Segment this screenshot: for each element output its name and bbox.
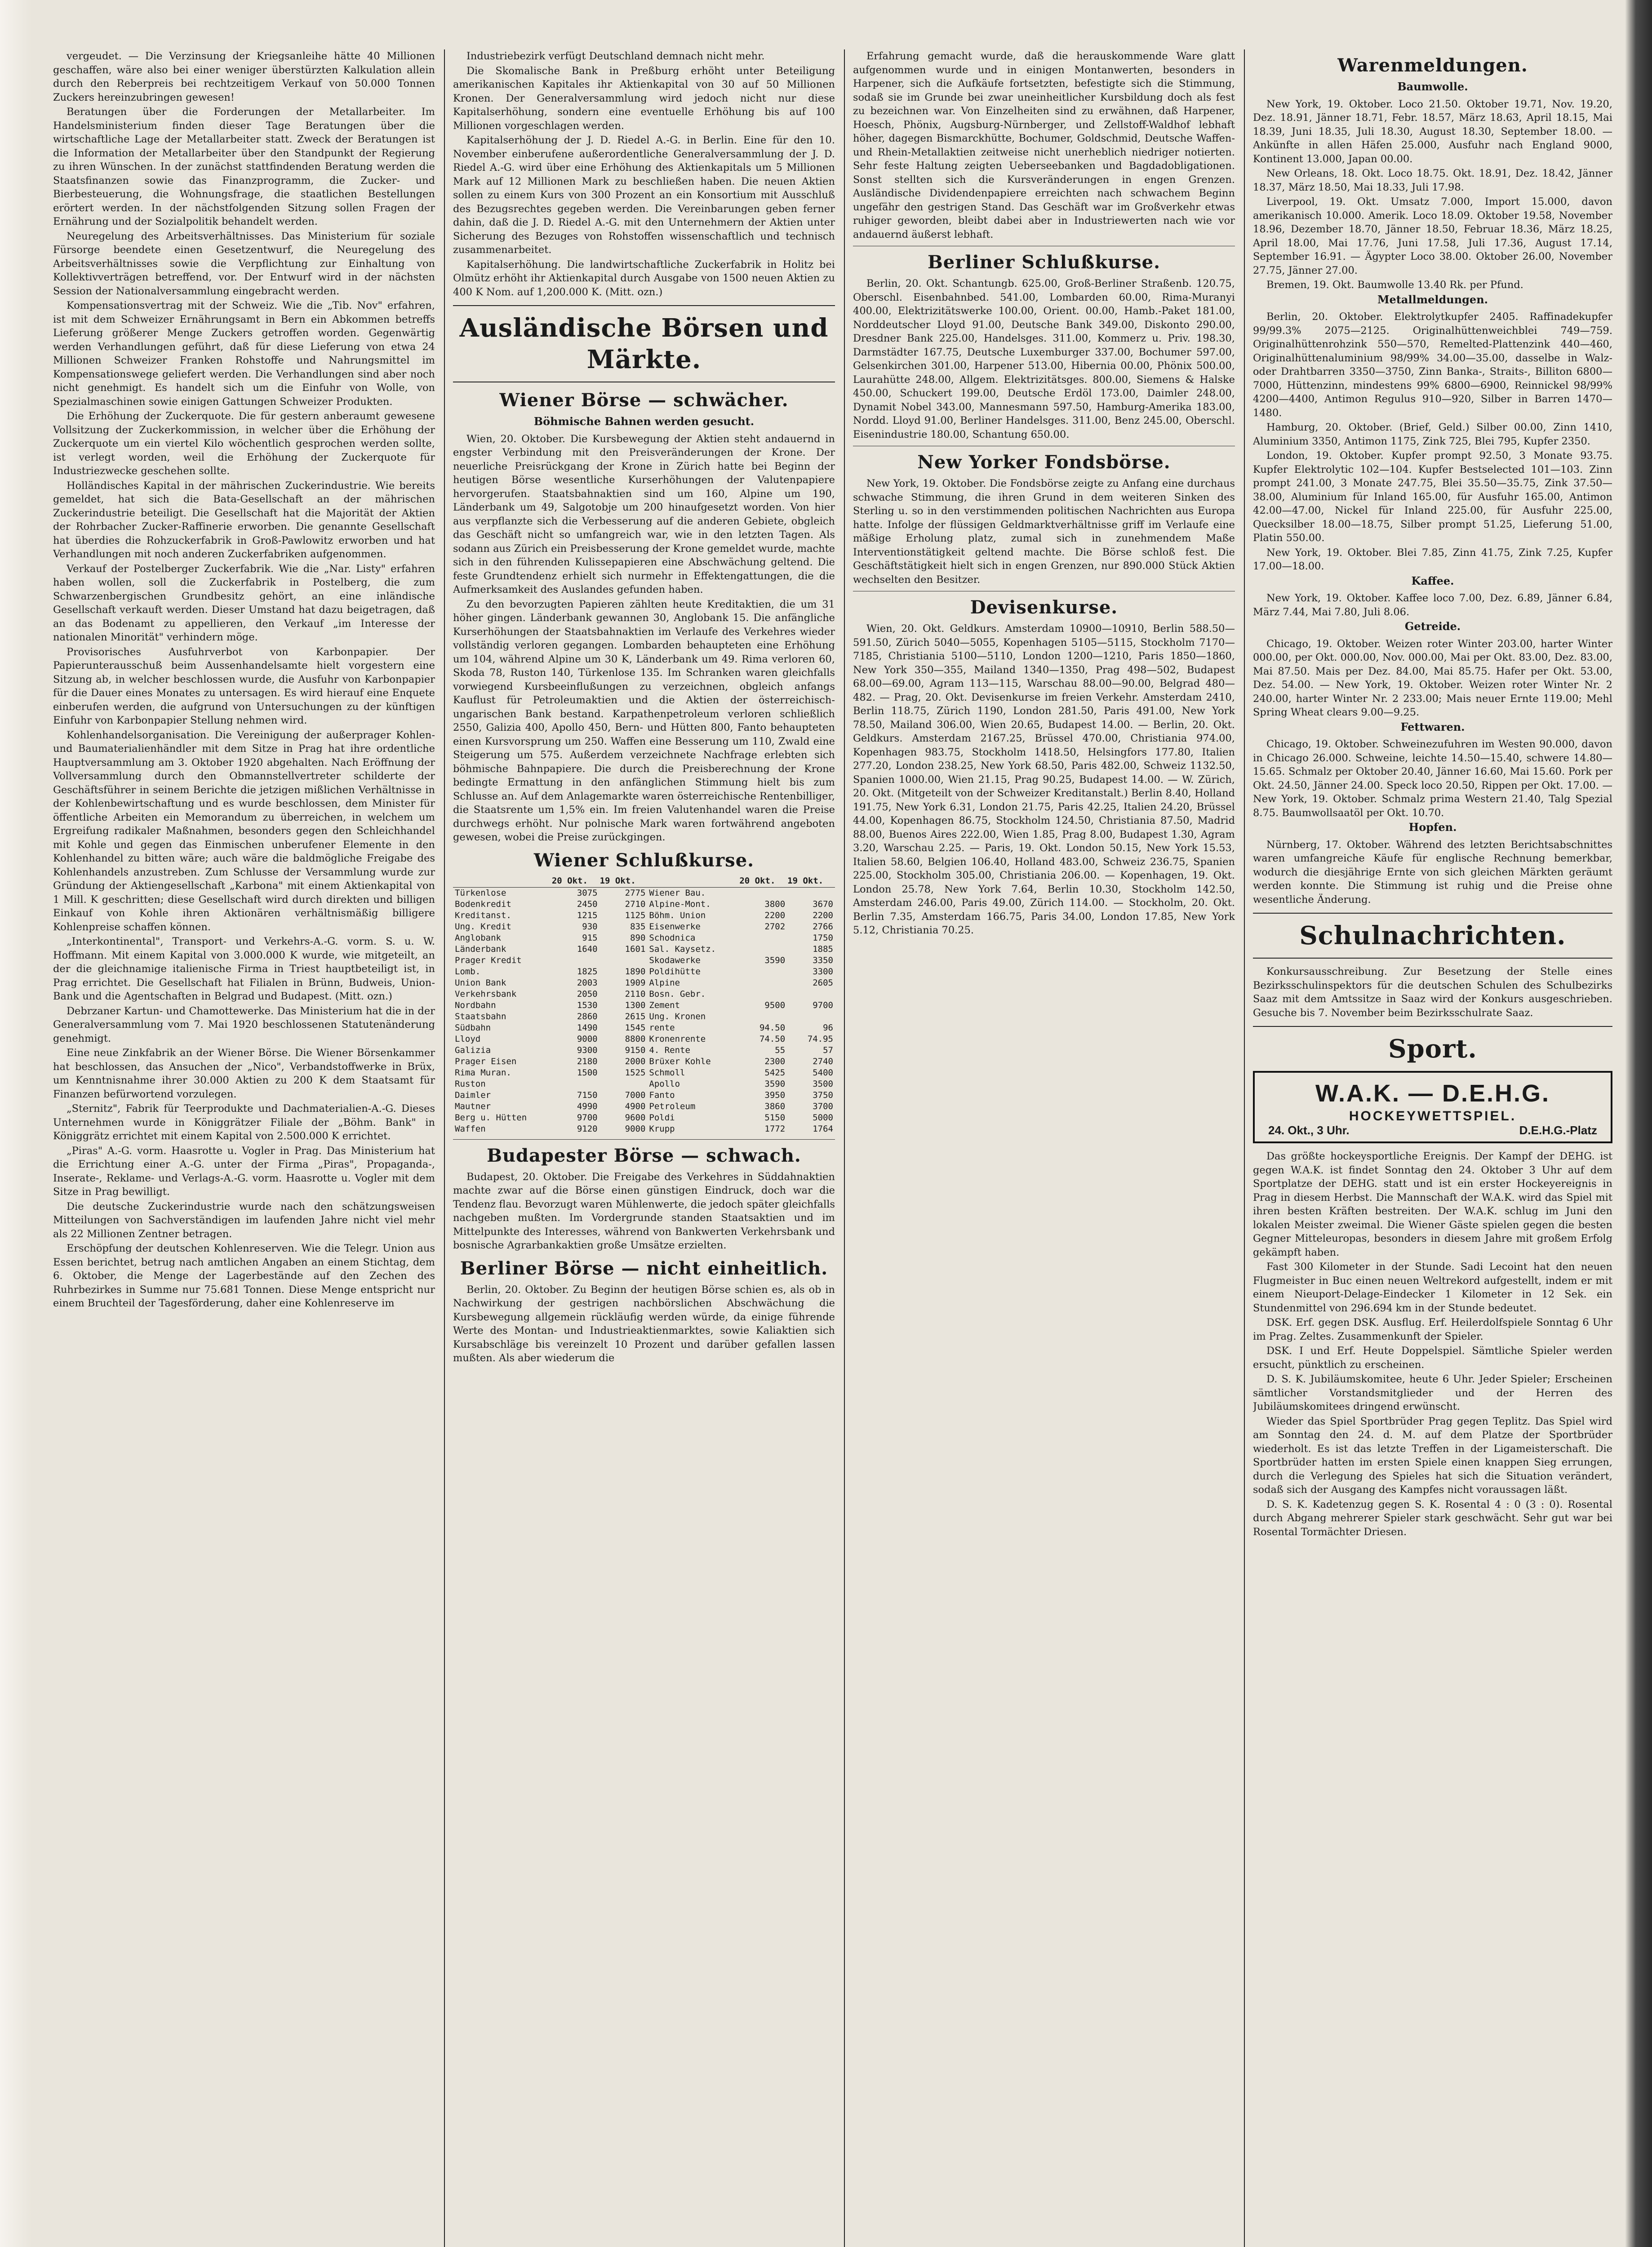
table-cell: Poldi (649, 1112, 675, 1123)
table-row (453, 1022, 835, 1034)
table-cell: 2200 (764, 910, 786, 920)
table-cell: 9700 (577, 1112, 598, 1123)
table-cell: 3590 (764, 1079, 786, 1089)
table-cell: 7000 (625, 1090, 646, 1100)
schulnachrichten-heading: Schulnachrichten. (1299, 921, 1566, 950)
column-2 (453, 49, 835, 2247)
table-cell: 3860 (764, 1101, 786, 1111)
market-report: Liverpool, 19. Okt. Umsatz 7.000, Import 15.000, davon amerikanisch 10.000. Amerik. Loco 18.09. Oktober 19.58, November 18.96, Dezember 18.70, Jänner 18.50, Februar 18.36, März 18.25, April 18.00, Mai 17.76, Juni 17.58, Juli 17.36, August 17.14, September 16.91. — Ägypter Loco 38.00. Oktober 26.00, November 27.75, Jänner 27.00. (1253, 196, 1612, 276)
news-paragraph: Provisorisches Ausfuhrverbot von Karbonpapier. Der Papierunterausschuß beim Aussenhandelsamte hielt vorgestern eine Sitzung ab, in welcher beschlossen wurde, die Ausfuhr von Karbonpapier für die Dauer eines Monates zu untersagen. Es wird hierauf eine Enquete einberufen werden, die aufgrund von Untersuchungen zu der künftigen Einfuhr von Karbonpapier Stellung nehmen wird. (53, 646, 435, 726)
table-cell: Verkehrsbank (455, 989, 517, 999)
table-cell: Anglobank (455, 933, 501, 943)
table-row (453, 944, 835, 955)
table-cell: Böhm. Union (649, 910, 706, 920)
news-paragraph: Industriebezirk verfügt Deutschland demnach nicht mehr. (466, 50, 765, 62)
news-paragraph: Erfahrung gemacht wurde, daß die herauskommende Ware glatt aufgenommen wurde und in einigen Montanwerten, besonders in Harpener, sich die Aufkäufe fortsetzten, befestigte sich die Stimmung, sodaß sie im Grunde bei zwar uneinheitlicher Kursbildung doch als fest zu bezeichnen war. Von Einzelheiten sind zu erwähnen, daß Harpener, Hoesch, Phönix, Augsburg-Nürnberger, und Zellstoff-Waldhof lebhaft höher, dagegen Bismarckhütte, Bochumer, Goldschmid, Deutsche Waffen- und Rhein-Metallaktien zeitweise nicht unerheblich niedriger notierten. Sehr feste Haltung zeigten Ueberseebanken und Bagdadobligationen. Sonst stellten sich die Kursveränderungen in engen Grenzen. Ausländische Dividendenpapiere erreichten nach schwachem Beginn ungefähr den gestrigen Stand. Das Geschäft war im Großverkehr etwas ruhiger geworden, bleibt dabei aber in Industriewerten nach wie vor andauernd äußerst lebhaft. (853, 50, 1235, 240)
table-cell: 9600 (625, 1112, 646, 1123)
table-cell: Brüxer Kohle (649, 1056, 711, 1066)
table-cell: Fanto (649, 1090, 675, 1100)
kaffee-subheading: Kaffee. (1411, 574, 1454, 587)
table-cell: 55 (775, 1045, 786, 1055)
table-cell: Ung. Kredit (455, 921, 511, 932)
wiener-boerse-report (453, 432, 835, 844)
table-row (453, 966, 835, 977)
table-cell: 3500 (813, 1079, 833, 1089)
table-cell (600, 955, 648, 966)
table-cell: Zement (649, 1000, 680, 1010)
table-cell: Kreditanst. (455, 910, 511, 920)
table-cell: 890 (630, 933, 646, 943)
table-cell: 2775 (625, 888, 646, 898)
table-cell: 2300 (764, 1056, 786, 1066)
table-row (453, 1079, 835, 1090)
hockey-event-label: HOCKEYWETTSPIEL. (1349, 1109, 1517, 1124)
table-cell: 9150 (625, 1045, 646, 1055)
table-cell: Lloyd (455, 1034, 481, 1044)
table-cell: 2740 (813, 1056, 833, 1066)
table-cell: 1750 (813, 933, 833, 943)
table-cell: 1909 (625, 977, 646, 988)
table-cell: Eisenwerke (649, 921, 701, 932)
table-cell (787, 989, 835, 1000)
column-4 (1253, 49, 1612, 2247)
market-report: Hamburg, 20. Oktober. (Brief, Geld.) Silber 00.00, Zinn 1410, Aluminium 3350, Antimon 1175, Zink 725, Blei 795, Kupfer 2350. (1253, 422, 1612, 447)
sport-paragraph: D. S. K. Kadetenzug gegen S. K. Rosental 4 : 0 (3 : 0). Rosental durch Abgang mehrerer Spieler stark geschwächt. Sehr gut war bei Rosental Tormächter Driesen. (1253, 1498, 1612, 1538)
news-paragraph: Zu den bevorzugten Papieren zählten heute Kreditaktien, die um 31 höher gingen. Länderbank gewannen 30, Anglobank 15. Die anfängliche Kurserhöhungen der Staatsbahnaktien im Verlaufe des Verkehres wieder vollständig verloren gegangen. Lombarden behaupteten eine Erhöhung um 104, während Alpine um 30 K, Länderbank um 49. Rima verloren 60, Skoda 78, Ruston 140, Türkenlose 135. Im Schranken waren gleichfalls vorwiegend Kursbeeinflußungen zu verzeichnen, obgleich anfangs Kauflust für Petroleumaktien und die Aktien der österreichisch-ungarischen Bank bestand. Karpathenpetroleum verloren schließlich 2550, Galizia 400, Apollo 450, Bern- und Hütten 800, Fanto behaupteten einen Kursvorsprung um 250. Waffen eine Besserung um 110, Zwald eine Steigerung um 575. Außerdem verzeichnete Nachfrage erlebten sich böhmische Bahnpapiere. Die durch die Preisberechnung der Krone bedingte Ermattung in den anfänglichen Stimmung hielt bis zum Schlusse an. Auf dem Anlagemarkte waren österreichische Rentenbilliger, die Staatsrente um 1,5% ein. Im freien Valutenhandel waren die Preise durchwegs erhöht. Nur polnische Mark waren fortwährend angeboten gewesen, wobei die Preise zurückgingen. (453, 598, 835, 843)
market-report: New York, 19. Oktober. Loco 21.50. Oktober 19.71, Nov. 19.20, Dez. 18.91, Jänner 18.71, Febr. 18.57, März 18.63, April 18.15, Mai 18.39, Juni 18.35, Juli 18.30, August 18.30, September 18.00. — Ankünfte in allen Häfen 25.000, Ausfuhr nach England 9000, Kontinent 13.000, Japan 00.00. (1253, 98, 1612, 165)
hockey-match-announcement (1253, 1071, 1612, 1143)
table-cell: Prager Eisen (455, 1056, 517, 1066)
table-cell: 9500 (764, 1000, 786, 1010)
page-binding-shadow (1625, 0, 1652, 2247)
budapester-boerse-heading: Budapester Börse — schwach. (487, 1145, 801, 1166)
table-cell: Union Bank (455, 977, 506, 988)
table-cell (739, 933, 787, 944)
table-header: 19 Okt. (787, 875, 835, 888)
table-cell: 1545 (625, 1022, 646, 1033)
table-row (453, 1101, 835, 1112)
column-divider (1244, 49, 1245, 2247)
table-cell: Kronenrente (649, 1034, 706, 1044)
section-title-auslaendische-boersen: Ausländische Börsen und Märkte. (459, 313, 829, 374)
table-cell: 9700 (813, 1000, 833, 1010)
table-cell: 1490 (577, 1022, 598, 1033)
table-cell: Berg u. Hütten (455, 1112, 527, 1123)
wiener-schlusskurse-table (453, 875, 835, 1135)
table-cell: 2702 (764, 921, 786, 932)
news-paragraph: Erschöpfung der deutschen Kohlenreserven. Wie die Telegr. Union aus Essen berichtet, betrug nach amtlichen Angaben an einem Stichtag, dem 6. Oktober, die Menge der Lagerbestände auf den Zechen des Ruhrbezirkes in Summe nur 75.681 Tonnen. Diese Menge entspricht nur einem Bruchteil der Tagesförderung, daher eine Kohlenreserve im (53, 1243, 435, 1309)
table-cell: 1890 (625, 966, 646, 977)
table-cell: 3350 (813, 955, 833, 965)
sport-paragraph: Wieder das Spiel Sportbrüder Prag gegen Teplitz. Das Spiel wird am Sonntag den 24. d. M. auf dem Platze der Sportbrüder wiederholt. Es ist das letzte Treffen in der Ligameisterschaft. Die Sportbrüder hatten im ersten Spiele einen knappen Sieg errungen, durch die Verlegung des Spieles hat sich die Situation verändert, sodaß sich der Ausgang des Kampfes nicht voraussagen läßt. (1253, 1415, 1612, 1496)
table-cell: 1772 (764, 1124, 786, 1134)
table-row (453, 1000, 835, 1011)
column-3 (853, 49, 1235, 2237)
news-paragraph: „Sternitz", Fabrik für Teerprodukte und Dachmaterialien-A.-G. Dieses Unternehmen wurde in Königgrätzer Filiale der „Böhm. Bank" in Königgrätz errichtet mit einem Kapital von 2.500.000 K errichtet. (53, 1103, 435, 1142)
news-paragraph: Eine neue Zinkfabrik an der Wiener Börse. Die Wiener Börsenkammer hat beschlossen, das Ansuchen der „Nico", Verbandstoffwerke in Brüx, um Kenntnisnahme ihrer 30.000 Aktien zu 200 K dem Staatsamt für Finanzen befürwortend vorzulegen. (53, 1047, 435, 1100)
table-cell: 5150 (764, 1112, 786, 1123)
table-header (647, 875, 739, 888)
table-cell: Ung. Kronen (649, 1011, 706, 1021)
table-cell: 9120 (577, 1124, 598, 1134)
sport-heading: Sport. (1388, 1034, 1477, 1064)
metallmeldungen-subheading: Metallmeldungen. (1377, 293, 1488, 306)
budapester-boerse-report: Budapest, 20. Oktober. Die Freigabe des Verkehres in Süddahnaktien machte zwar auf die Börse einen günstigen Eindruck, doch war die Tendenz flau. Bevorzugt waren Mühlenwerte, die jedoch später gleichfalls nachgeben mußten. Im Vordergrunde standen Staatsaktien und im Mittelpunkte des Interesses, während von Bankwerten Verkehrsbank und bosnische Agrarbankaktien große Umsätze erzielten. (453, 1171, 835, 1251)
table-cell: 4. Rente (649, 1045, 690, 1055)
table-cell: 2766 (813, 921, 833, 932)
table-cell: 1125 (625, 910, 646, 920)
table-cell: 2450 (577, 899, 598, 909)
hopfen-subheading: Hopfen. (1408, 821, 1457, 834)
table-cell: 9000 (577, 1034, 598, 1044)
table-cell: 3750 (813, 1090, 833, 1100)
sport-paragraph: DSK. Erf. gegen DSK. Ausflug. Erf. Heilerdolfspiele Sonntag 6 Uhr im Prag. Zeltes. Zusammenkunft der Spieler. (1253, 1317, 1612, 1342)
table-row (453, 1124, 835, 1135)
table-cell: 2050 (577, 989, 598, 999)
sport-paragraph: DSK. I und Erf. Heute Doppelspiel. Sämtliche Spieler werden ersucht, pünktlich zu erscheinen. (1253, 1345, 1612, 1371)
table-header: 19 Okt. (600, 875, 648, 888)
table-cell: Mautner (455, 1101, 491, 1111)
table-cell: Waffen (455, 1124, 486, 1134)
table-cell: 5425 (764, 1067, 786, 1078)
news-paragraph: Wien, 20. Oktober. Die Kursbewegung der Aktien steht andauernd in engster Verbindung mit den Preisveränderungen der Krone. Der neuerliche Preisrückgang der Krone in Zürich hatte bei Beginn der heutigen Börse wesentliche Kurserhöhungen der Valutenpapiere hervorgerufen. Staatsbahnaktien sind um 160, Alpine um 190, Länderbank um 49, Salgotobje um 200 hinaufgesetzt worden. Von hier aus verpflanzte sich die Verbesserung auf die anderen Gebiete, obgleich das Geschäft nicht so umfangreich war, wie in den letzten Tagen. Als sodann aus Zürich ein Preisbesserung der Krone gemeldet wurde, machte sich in den führenden Kulissepapieren eine Abschwächung geltend. Die feste Grundtendenz erhielt sich nurmehr in Effektengattungen, die die Aufmerksamkeit des Auslandes gefunden haben. (453, 433, 835, 595)
table-cell: 96 (823, 1022, 833, 1033)
table-cell: 1640 (577, 944, 598, 954)
table-header: 20 Okt. (551, 875, 600, 888)
warenmeldungen-heading: Warenmeldungen. (1337, 55, 1528, 76)
news-paragraph: Neuregelung des Arbeitsverhältnisses. Das Ministerium für soziale Fürsorge beendete einen Gesetzentwurf, die Neuregelung des Arbeitsverhältnisses sowie die Verpflichtung zur Einhaltung von Kollektivverträgen betreffend, vor. Der Entwurf wird in der nächsten Session der Nationalversammlung eingebracht werden. (53, 230, 435, 297)
hockey-place: D.E.H.G.-Platz (1519, 1123, 1597, 1137)
fettwaren-text: Chicago, 19. Oktober. Schweinezufuhren im Westen 90.000, davon in Chicago 26.000. Schweine, leichte 14.50—15.40, schwere 14.80—15.65. Schmalz per Oktober 20.40, Jänner 16.60, Mai 15.60. Pork per Okt. 24.50, Jänner 24.00. Speck loco 20.50, Rippen per Okt. 17.00. — New York, 19. Oktober. Schmalz prima Western 21.40, Talg Spezial 8.75. Baumwollsaatöl per Okt. 10.70. (1253, 738, 1612, 819)
table-cell: 2180 (577, 1056, 598, 1066)
news-paragraph: „Interkontinental", Transport- und Verkehrs-A.-G. vorm. S. u. W. Hoffmann. Mit einem Kapital von 3.000.000 K wurde, wie mitgeteilt, an der die gleichnamige italienische Firma in Triest hauptbeteiligt ist, in Prag errichtet. Die Gesellschaft hat Filialen in Brünn, Budweis, Union-Bank und die Agentschaften in Belgrad und Budapest. (Mitt. ozn.) (53, 936, 435, 1002)
hopfen-text: Nürnberg, 17. Oktober. Während des letzten Berichtsabschnittes waren umfangreiche Käufe für englische Rechnung bemerkbar, wodurch die diesjährige Ernte von sich gleichen Märkten geräumt werden konnte. Die Stimmung ist ruhig und die Preise ohne wesentliche Änderung. (1253, 839, 1612, 906)
wiener-schlusskurse-heading: Wiener Schlußkurse. (533, 849, 755, 871)
warenmeldungen-text (1253, 98, 1612, 292)
table-cell: Alpine (649, 977, 680, 988)
table-cell: Südbahn (455, 1022, 491, 1033)
table-cell: Länderbank (455, 944, 506, 954)
table-cell: 5000 (813, 1112, 833, 1123)
table-cell: 9300 (577, 1045, 598, 1055)
table-cell: 2000 (625, 1056, 646, 1066)
table-cell: 1764 (813, 1124, 833, 1134)
table-header: 20 Okt. (739, 875, 787, 888)
table-cell: Skodawerke (649, 955, 701, 965)
table-row (453, 1011, 835, 1022)
table-cell: 1300 (625, 1000, 646, 1010)
news-paragraph: vergeudet. — Die Verzinsung der Kriegsanleihe hätte 40 Millionen geschaffen, wäre also bei einer weniger überstürzten Kalkulation allein durch den Reberpreis bei rechtzeitigem Verkauf von 50.000 Tonnen Zuckers hereinzubringen gewesen! (53, 50, 435, 103)
table-cell: 5400 (813, 1067, 833, 1078)
table-cell: Schodnica (649, 933, 696, 943)
new-yorker-fondsboerse-heading: New Yorker Fondsbörse. (917, 452, 1171, 473)
berliner-schlusskurse-heading: Berliner Schlußkurse. (927, 252, 1160, 273)
wiener-boerse-heading: Wiener Börse — schwächer. (499, 390, 789, 411)
market-report: Bremen, 19. Okt. Baumwolle 13.40 Rk. per Pfund. (1266, 279, 1523, 291)
table-cell: 74.50 (759, 1034, 786, 1044)
table-cell: 3075 (577, 888, 598, 898)
news-paragraph: Kohlenhandelsorganisation. Die Vereinigung der außerprager Kohlen- und Baumaterialienhändler mit dem Sitze in Prag hat ihre ordentliche Hauptversammlung am 3. Oktober 1920 abgehalten. Nach Eröffnung der Vollversammlung durch den Obmannstellvertreter schilderte der Geschäftsführer in seinem Berichte die jetzigen mißlichen Verhältnisse in der Kohlenbewirtschaftung und es wurde beschlossen, dem Minister für öffentliche Arbeiten ein Memorandum zu überreichen, in welchem um Ergreifung radikaler Maßnahmen, besonders gegen den Schleichhandel mit Kohle und gegen das Einmischen unberufener Elemente in den Kohlenhandel zu bitten wäre; auch wäre die baldmögliche Freigabe des Kohlenhandels anzustreben. Zum Schlusse der Versammlung wurde zur Gründung der Aktiengesellschaft „Karbona" mit einem Aktienkapital von 1 Mill. K geschritten; diese Gesellschaft wird durch direkten und billigen Einkauf von Kohle ihren Aktionären verhältnismäßig billigere Kohlenpreise schaffen können. (53, 729, 435, 933)
table-cell: Staatsbahn (455, 1011, 506, 1021)
table-cell: Nordbahn (455, 1000, 496, 1010)
table-cell: 2003 (577, 977, 598, 988)
table-row (453, 955, 835, 966)
table-cell: Petroleum (649, 1101, 696, 1111)
table-cell: 3700 (813, 1101, 833, 1111)
table-row (453, 921, 835, 933)
table-cell: Alpine-Mont. (649, 899, 711, 909)
table-cell: 2200 (813, 910, 833, 920)
table-cell: Türkenlose (455, 888, 506, 898)
table-cell: Rima Muran. (455, 1067, 511, 1078)
table-cell: 915 (582, 933, 598, 943)
table-cell: 1885 (813, 944, 833, 954)
table-cell: Prager Kredit (455, 955, 522, 965)
news-paragraph: Verkauf der Postelberger Zuckerfabrik. Wie die „Nar. Listy" erfahren haben wollen, soll die Zuckerfabrik in Postelberg, die zum Schwarzenbergischen Grundbesitz gehört, an eine inländische Gesellschaft verkauft werden. Dieser Umstand hat dazu beigetragen, daß an das Bodenamt zu appellieren, den Verkauf „im Interesse der nationalen Minorität" verhindern möge. (53, 563, 435, 643)
sport-paragraph: Das größte hockeysportliche Ereignis. Der Kampf der DEHG. ist gegen W.A.K. ist findet Sonntag den 24. Oktober 3 Uhr auf dem Sportplatze der DEHG. statt und ist ein erster Hockeyereignis in Prag in diesem Herbst. Die Mannschaft der W.A.K. wird das Spiel mit ihren besten Kräften bestreiten. Der W.A.K. schlug im Juni den lokalen Meister zweimal. Die Wiener Gäste spielen gegen die besten Gegner Mitteleuropas, besonders in diesem Jahre mit großem Erfolg gekämpft haben. (1253, 1150, 1612, 1258)
table-cell: Lomb. (455, 966, 481, 977)
table-cell: 1825 (577, 966, 598, 977)
metallmeldungen-text (1253, 310, 1612, 573)
table-cell (739, 966, 787, 977)
table-cell: 930 (582, 921, 598, 932)
page-left-margin (0, 0, 31, 2247)
news-paragraph: Die deutsche Zuckerindustrie wurde nach den schätzungsweisen Mitteilungen von Sachverständigen im laufenden Jahre nicht viel mehr als 22 Millionen Zentner betragen. (53, 1200, 435, 1240)
table-cell: Krupp (649, 1124, 675, 1134)
sport-paragraph: D. S. K. Jubiläumskomitee, heute 6 Uhr. Jeder Spieler; Erscheinen sämtlicher Vorstandsmitglieder und der Herren des Jubiläumskomitees dringend erwünscht. (1253, 1373, 1612, 1412)
table-cell: Ruston (455, 1079, 486, 1089)
table-cell: 4900 (625, 1101, 646, 1111)
table-row (453, 1112, 835, 1124)
table-cell (739, 887, 787, 899)
hockey-date: 24. Okt., 3 Uhr. (1268, 1123, 1350, 1137)
table-cell (739, 944, 787, 955)
table-cell: 3590 (764, 955, 786, 965)
table-cell (739, 989, 787, 1000)
table-cell: 2110 (625, 989, 646, 999)
column-1 (53, 49, 435, 2247)
table-cell: Poldihütte (649, 966, 701, 977)
kaffee-text: New York, 19. Oktober. Kaffee loco 7.00, Dez. 6.89, Jänner 6.84, März 7.44, Mai 7.80, Juli 8.06. (1253, 592, 1612, 618)
table-cell: 835 (630, 921, 646, 932)
table-row (453, 887, 835, 899)
table-row (453, 977, 835, 989)
table-row (453, 910, 835, 921)
berliner-boerse-report: Berlin, 20. Oktober. Zu Beginn der heutigen Börse schien es, als ob in Nachwirkung der gestrigen nachbörslichen Abschwächung die Kursbewegung allgemein rückläufig werden würde, da einige führende Werte des Montan- und Industrieaktienmarktes, sowie Kaliaktien sich Kursabschläge bis vereinzelt 10 Prozent und darüber gefallen lassen mußten. Als aber wiederum die (453, 1283, 835, 1364)
news-paragraph: Holländisches Kapital in der mährischen Zuckerindustrie. Wie bereits gemeldet, hat sich die Bata-Gesellschaft an der mährischen Zuckerindustrie beteiligt. Die Gesellschaft hat die Majorität der Aktien der Rohrbacher Zucker-Raffinerie erworben. Die genannte Gesellschaft hat überdies die Rohzuckerfabrik in Groß-Pawlowitz erworben und hat Verhandlungen mit noch anderen Zuckerfabriken aufgenommen. (53, 480, 435, 560)
table-cell: 3800 (764, 899, 786, 909)
market-report: New York, 19. Oktober. Blei 7.85, Zinn 41.75, Zink 7.25, Kupfer 17.00—18.00. (1253, 546, 1612, 572)
schulnachrichten-text: Konkursausschreibung. Zur Besetzung der Stelle eines Bezirksschulinspektors für die deutschen Schulen des Schulbezirks Saaz mit dem Amtssitze in Saaz wird der Konkurs ausgeschrieben. Gesuche bis 7. November beim Bezirksschulrate Saaz. (1253, 966, 1612, 1019)
table-cell: Daimler (455, 1090, 491, 1100)
column-divider (444, 49, 445, 2247)
table-cell: 94.50 (759, 1022, 786, 1033)
table-row (453, 933, 835, 944)
table-cell: 7150 (577, 1090, 598, 1100)
table-cell: 1525 (625, 1067, 646, 1078)
wiener-boerse-subheading: Böhmische Bahnen werden gesucht. (533, 415, 755, 428)
market-report: New Orleans, 18. Okt. Loco 18.75. Okt. 18.91, Dez. 18.42, Jänner 18.37, März 18.50, Mai 18.33, Juli 17.98. (1253, 168, 1612, 193)
table-cell: 74.95 (807, 1034, 833, 1044)
table-cell (739, 977, 787, 989)
table-cell (787, 887, 835, 899)
news-paragraph: „Piras" A.-G. vorm. Haasrotte u. Vogler in Prag. Das Ministerium hat die Errichtung einer A.-G. unter der Firma „Piras", Propaganda-, Inserate-, Reklame- und Verlags-A.-G. vorm. Haasrotte u. Vogler mit dem Sitze in Prag bewilligt. (53, 1145, 435, 1198)
news-paragraph: Debrzaner Kartun- und Chamottewerke. Das Ministerium hat die in der Generalversammlung vom 7. Mai 1920 beschlossenen Statutenänderung genehmigt. (53, 1005, 435, 1044)
baumwolle-subheading: Baumwolle. (1397, 80, 1468, 93)
table-cell: Wiener Bau. (649, 888, 706, 898)
new-yorker-fondsboerse-text: New York, 19. Oktober. Die Fondsbörse zeigte zu Anfang eine durchaus schwache Stimmung, die ihren Grund in dem weiteren Sinken des Sterling u. so in den verstimmenden politischen Nachrichten aus Europa hatte. Infolge der flüssigen Geldmarktverhältnisse griff im Verlaufe eine mäßige Erholung platz, zumal sich in zunehmendem Maße Interventionstätigkeit geltend machte. Die Börse schloß fest. Die Geschäftstätigkeit hielt sich in engen Grenzen, nur 890.000 Stück Aktien wechselten den Besitzer. (853, 478, 1235, 586)
hockey-teams: W.A.K. — D.E.H.G. (1315, 1080, 1550, 1107)
col2-intro-notices (453, 49, 835, 299)
table-row (453, 1045, 835, 1056)
table-cell (551, 955, 600, 966)
table-cell: 2860 (577, 1011, 598, 1021)
fettwaren-subheading: Fettwaren. (1400, 720, 1465, 733)
table-cell: Apollo (649, 1079, 680, 1089)
table-cell: 57 (823, 1045, 833, 1055)
table-cell: 2710 (625, 899, 646, 909)
table-cell: Schmoll (649, 1067, 685, 1078)
market-report: London, 19. Oktober. Kupfer prompt 92.50, 3 Monate 93.75. Kupfer Elektrolytic 102—104. Kupfer Bestselected 101—103. Zinn prompt 241.00, 3 Monate 247.75, Blei 35.50—35.75, Zink 37.50—38.00, Aluminium für Inland 165.00, für Ausfuhr 165.00, Antimon 42.00—47.00, Nickel für Inland 225.00, für Ausfuhr 225.00, Quecksilber 18.00—18.75, Silber prompt 51.25, Lieferung 51.00, Platin 550.00. (1253, 450, 1612, 544)
table-cell (600, 1079, 648, 1090)
table-row (453, 1067, 835, 1079)
table-row (453, 1090, 835, 1101)
news-paragraph: Kompensationsvertrag mit der Schweiz. Wie die „Tib. Nov" erfahren, ist mit dem Schweizer Ernährungsamt in Bern ein Abkommen betreffs Lieferung größerer Menge Zuckers getroffen worden. Gegenwärtig werden Verhandlungen geführt, daß für diese Lieferung von etwa 24 Millionen Schweizer Franken Rohstoffe und Nahrungsmittel im Kompensationswege geliefert werden. Die Verhandlungen sind aber noch nicht genehmigt. Es handelt sich um die Einfuhr von Wolle, von Spezialmaschinen sowie einigen Gattungen Schweizer Produkten. (53, 300, 435, 408)
news-paragraph: Die Erhöhung der Zuckerquote. Die für gestern anberaumt gewesene Vollsitzung der Zuckerkommission, in welcher über die Erhöhung der Zuckerquote um ein viertel Kilo wöchentlich gesprochen werden sollte, ist verlegt worden, weil die Erhöhung der Zuckerquote für Industriezwecke geschehen sollte. (53, 410, 435, 477)
table-row (453, 989, 835, 1000)
table-cell: 2605 (813, 977, 833, 988)
table-row (453, 1056, 835, 1067)
table-cell: 2615 (625, 1011, 646, 1021)
news-paragraph: Kapitalserhöhung. Die landwirtschaftliche Zuckerfabrik in Holitz bei Olmütz erhöht ihr Aktienkapital durch Ausgabe von 1500 neuen Aktien zu 400 K Nom. auf 1,200.000 K. (Mitt. ozn.) (453, 258, 835, 298)
table-cell: 3950 (764, 1090, 786, 1100)
getreide-subheading: Getreide. (1404, 620, 1461, 633)
table-row (453, 1034, 835, 1045)
table-row (453, 899, 835, 910)
table-cell: 8800 (625, 1034, 646, 1044)
news-paragraph: Die Skomalische Bank in Preßburg erhöht unter Beteiligung amerikanischen Kapitales ihr Aktienkapital von 30 auf 50 Millionen Kronen. Der Generalversammlung wird jedoch nicht nur diese Kapitalserhöhung, sondern eine eventuelle Erhöhung bis auf 100 Millionen vorgeschlagen werden. (453, 65, 835, 132)
devisenkurse-heading: Devisenkurse. (970, 597, 1118, 618)
table-cell (787, 1011, 835, 1022)
table-cell: 3300 (813, 966, 833, 977)
table-cell (551, 1079, 600, 1090)
table-cell: 1530 (577, 1000, 598, 1010)
berliner-boerse-heading: Berliner Börse — nicht einheitlich. (460, 1257, 828, 1279)
table-cell: 9000 (625, 1124, 646, 1134)
table-cell: 3670 (813, 899, 833, 909)
berliner-schlusskurse-text: Berlin, 20. Okt. Schantungb. 625.00, Groß-Berliner Straßenb. 120.75, Oberschl. Eisenbahnbed. 541.00, Lombarden 60.00, Rima-Muranyi 400.00, Elektrizitätswerke 100.00, Orient. 00.00, Hamb.-Paket 181.00, Norddeutscher Lloyd 91.00, Deutsche Bank 349.00, Diskonto 290.00, Dresdner Bank 225.00, Handelsges. 311.00, Kommerz u. Priv. 198.30, Darmstädter 167.75, Deutsche Luxemburger 337.00, Bochumer 597.00, Gelsenkirchen 301.00, Harpener 513.00, Hibernia 00.00, Phönix 500.00, Laurahütte 248.00, Allgem. Elektrizitätsges. 800.00, Siemens & Halske 450.00, Schuckert 199.00, Deutsche Erdöl 173.00, Daimler 248.00, Dynamit Nobel 343.00, Mannesmann 597.50, Hamburg-Amerika 183.00, Nordd. Lloyd 91.00, Berliner Handelsges. 311.00, Benz 245.00, Oberschl. Eisenindustrie 180.00, Schantung 650.00. (853, 278, 1235, 440)
table-header (453, 875, 551, 888)
table-cell: 1215 (577, 910, 598, 920)
table-cell: 4990 (577, 1101, 598, 1111)
table-cell (739, 1011, 787, 1022)
table-cell: Sal. Kaysetz. (649, 944, 716, 954)
table-cell: Bosn. Gebr. (649, 989, 706, 999)
table-cell: Bodenkredit (455, 899, 511, 909)
getreide-text: Chicago, 19. Oktober. Weizen roter Winter 203.00, harter Winter 000.00, per Okt. 000.00, Nov. 000.00, Mai per Okt. 83.00, Dez. 83.00, Mai 87.50. Mais per Dez. 84.00, Mai 85.75. Hafer per Okt. 53.00, Dez. 54.00. — New York, 19. Oktober. Weizen roter Winter Nr. 2 240.00, harter Winter Nr. 2 233.00; Mais neuer Ernte 119.00; Mehl Spring Wheat clears 9.00—9.25. (1253, 638, 1612, 718)
news-paragraph: Beratungen über die Forderungen der Metallarbeiter. Im Handelsministerium finden dieser Tage Beratungen über die wirtschaftliche Lage der Metallarbeiter statt. Zweck der Beratungen ist die Information der Metallarbeiter über den Standpunkt der Regierung zu ihren Wünschen. In der zunächst stattfindenden Beratung werden die Staatsfinanzen sowie das Finanzprogramm, die Zucker- und Bierbesteuerung, die Wohnungsfrage, die staatlichen Bestellungen erörtert werden. In der nächstfolgenden Sitzung sollen Fragen der Ernährung und der Sozialpolitik behandelt werden. (53, 106, 435, 227)
col3-intro (853, 49, 1235, 241)
table-cell: Galizia (455, 1045, 491, 1055)
sport-paragraph: Fast 300 Kilometer in der Stunde. Sadi Lecoint hat den neuen Flugmeister in Buc einen neuen Weltrekord aufgestellt, indem er mit einem Nieuport-Delage-Eindecker 1 Kilometer in 12 Sek. ein Stundenmittel von 296.694 km in der Stunde bedeutet. (1253, 1261, 1612, 1314)
devisenkurse-text: Wien, 20. Okt. Geldkurs. Amsterdam 10900—10910, Berlin 588.50—591.50, Zürich 5040—5055, Kopenhagen 5105—5115, Stockholm 7170—7185, Christiania 5100—5110, London 1200—1210, Paris 1850—1860, New York 350—355, Mailand 1340—1350, Prag 498—502, Budapest 68.00—69.00, Agram 113—115, Warschau 88.00—90.00, Belgrad 480—482. — Prag, 20. Okt. Devisenkurse im freien Verkehr. Amsterdam 2410, Berlin 118.75, Zürich 1190, London 281.50, Paris 491.00, New York 78.50, Mailand 306.00, Wien 20.65, Budapest 14.00. — Berlin, 20. Okt. Geldkurs. Amsterdam 2167.25, Brüssel 470.00, Christiania 974.00, Kopenhagen 983.75, Stockholm 1418.50, Helsingfors 177.80, Italien 277.20, London 238.25, New York 68.50, Paris 482.00, Schweiz 1132.50, Spanien 1000.00, Wien 21.15, Prag 90.25, Budapest 14.00. — W. Zürich, 20. Okt. (Mitgeteilt von der Schweizer Kreditanstalt.) Berlin 8.40, Holland 191.75, New York 6.31, London 21.75, Paris 42.25, Italien 24.20, Brüssel 44.00, Kopenhagen 86.75, Stockholm 124.50, Christiania 87.50, Madrid 88.00, Buenos Aires 222.00, Wien 1.85, Prag 8.00, Budapest 1.30, Agram 3.20, Warschau 2.25. — Paris, 19. Okt. London 50.15, New York 15.53, Italien 58.60, Belgien 106.40, Holland 483.00, Schweiz 236.75, Spanien 225.00, Stockholm 305.00, Christiania 206.00. — Kopenhagen, 19. Okt. London 25.78, New York 7.64, Berlin 10.30, Stockholm 142.50, Amsterdam 246.00, Paris 49.00, Zürich 114.00. — Stockholm, 20. Okt. Berlin 7.35, Amsterdam 166.75, Paris 34.00, London 17.85, New York 5.12, Christiania 70.25. (853, 623, 1235, 936)
news-paragraph: Kapitalserhöhung der J. D. Riedel A.-G. in Berlin. Eine für den 10. November einberufene außerordentliche Generalversammlung der J. D. Riedel A.-G. wird über eine Erhöhung des Aktienkapitals um 5 Millionen Mark auf 12 Millionen Mark zu beschließen haben. Die neuen Aktien sollen zu einem Kurs von 300 Prozent an ein Konsortium mit Ausschluß des Bezugsrechtes gegeben werden. Die Vereinbarungen geben ferner dahin, daß die J. D. Riedel A.-G. mit den Unternehmern der Aktien unter Sicherung des Bezuges von Rohstoffen wissenschaftlich und technisch zusammenarbeitet. (453, 134, 835, 256)
sport-news (1253, 1150, 1612, 1539)
market-report: Berlin, 20. Oktober. Elektrolytkupfer 2405. Raffinadekupfer 99/99.3% 2075—2125. Originalhüttenweichblei 749—759. Originalhüttenrohzink 550—570, Remelted-Plattenzink 440—460, Originalhüttenaluminium 98/99% 34.00—35.00, dasselbe in Walz- oder Drahtbarren 3350—3750, Zinn Banka-, Straits-, Billiton 6800—7000, Hüttenzinn, mindestens 99% 6800—6900, Reinnickel 98/99% 4200—4400, Antimon Regulus 910—920, Silber in Barren 1470—1480. (1253, 311, 1612, 419)
table-cell: rente (649, 1022, 675, 1033)
column-divider (844, 49, 845, 2247)
table-cell: 1601 (625, 944, 646, 954)
table-cell: 1500 (577, 1067, 598, 1078)
